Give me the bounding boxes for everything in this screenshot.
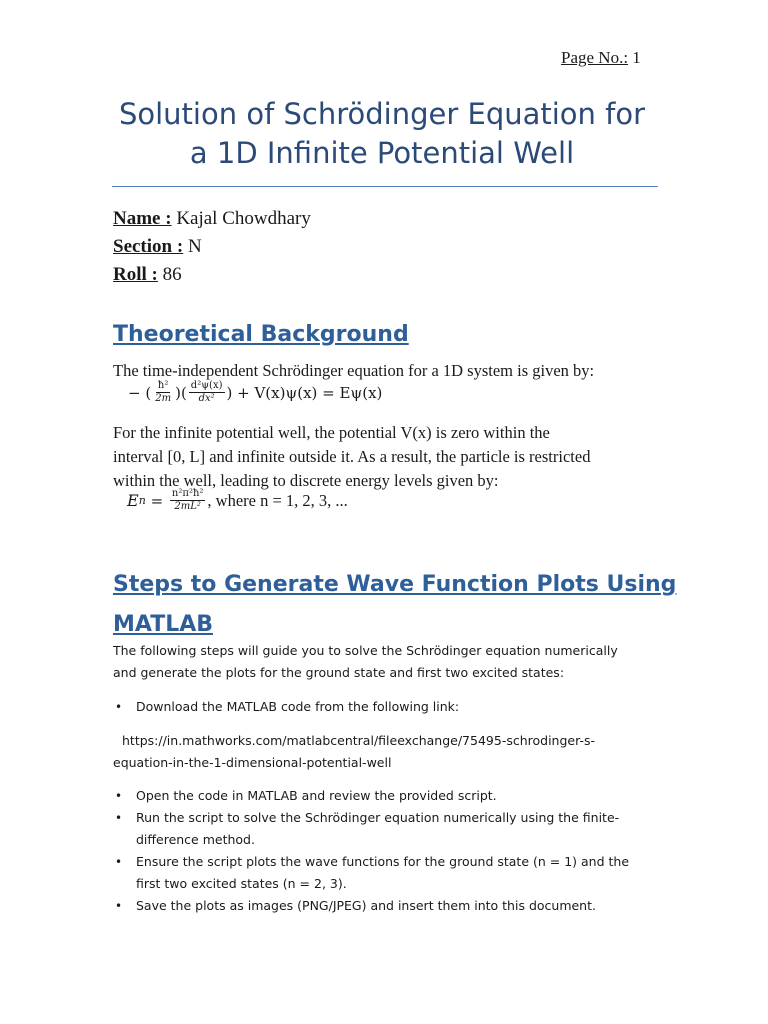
download-bullet-list [113,696,643,718]
roll-label: Roll : [113,264,158,285]
list-item [113,807,643,851]
energy-subscript: n [138,494,146,507]
theory-heading: Theoretical Background [113,322,409,347]
theory-paragraph-line-2: interval [0, L] and infinite outside it. As a result, the particle is restricted [113,447,591,466]
page-number-label: Page No.: [561,48,629,67]
hbar-squared: ħ² [157,380,169,391]
list-item [113,785,643,807]
title-divider [112,186,658,187]
matlab-link-line-1[interactable]: https://in.mathworks.com/matlabcentral/fileexchange/75495-schrodinger-s- [122,733,595,748]
page-number-value: 1 [632,48,641,67]
bullet-text: Run the script to solve the Schrödinger equation numerically using the finite-difference method. [136,810,620,847]
bullet-symbol: • [115,789,123,803]
title-line-1: Solution of Schrödinger Equation for [118,97,646,131]
steps-intro [113,640,658,684]
bullet-text: Download the MATLAB code from the following link: [136,699,460,714]
steps-bullet-list [113,785,643,917]
roll-value: 86 [162,264,182,285]
energy-fraction [170,488,205,513]
section-value: N [187,236,202,257]
eq-lparen-2: ( [180,383,187,402]
bullet-symbol: • [115,811,123,825]
bullet-symbol: • [115,899,123,913]
hbar-fraction [153,380,173,405]
page-number [561,48,641,68]
eq-minus: − [128,383,141,402]
list-item [113,895,643,917]
section-row [113,236,202,258]
energy-equals: = [150,491,164,510]
eq-rparen-2: ) [226,383,233,402]
derivative-fraction [189,380,225,405]
eq-lparen-1: ( [145,383,152,402]
section-label: Section : [113,236,184,257]
roll-row [113,264,182,286]
energy-symbol: E [127,491,139,510]
two-m: 2m [155,393,172,404]
energy-numerator: n²π²ħ² [171,488,204,499]
theory-paragraph [113,421,658,493]
bullet-symbol: • [115,855,123,869]
bullet-symbol: • [115,700,123,714]
steps-intro-line-2: and generate the plots for the ground state and first two excited states: [113,665,565,680]
matlab-link-line-2[interactable]: equation-in-the-1-dimensional-potential-well [113,755,392,770]
matlab-link[interactable] [113,730,658,774]
bullet-text: Open the code in MATLAB and review the provided script. [136,788,497,803]
steps-heading-line-2: MATLAB [113,612,214,637]
bullet-text: Save the plots as images (PNG/JPEG) and insert them into this document. [136,898,596,913]
theory-intro: The time-independent Schrödinger equation for a 1D system is given by: [113,361,595,380]
energy-tail: , where n = 1, 2, 3, ... [207,490,348,510]
dx-squared: dx² [198,393,215,404]
list-item [113,851,643,895]
name-value: Kajal Chowdhary [176,208,311,229]
theory-paragraph-line-1: For the infinite potential well, the potential V(x) is zero within the [113,423,550,442]
name-label: Name : [113,208,172,229]
energy-equation [127,488,348,513]
document-title [112,95,652,173]
steps-heading [113,565,676,645]
list-item [113,696,643,718]
bullet-text: Ensure the script plots the wave functions for the ground state (n = 1) and the first two excited states (n = 2, 3). [136,854,630,891]
energy-denominator: 2mL² [174,501,201,512]
steps-intro-line-1: The following steps will guide you to solve the Schrödinger equation numerically [113,643,618,658]
eq-rparen-1: ) [175,383,181,402]
second-derivative-psi: d²ψ(x) [190,380,223,391]
theory-paragraph-line-3: within the well, leading to discrete energy levels given by: [113,471,499,490]
title-line-2: a 1D Infinite Potential Well [189,136,575,170]
eq-rhs: + V(x)ψ(x) = Eψ(x) [237,383,383,402]
steps-heading-line-1: Steps to Generate Wave Function Plots Using [113,572,677,597]
schrodinger-equation [128,380,382,405]
name-row [113,208,311,230]
